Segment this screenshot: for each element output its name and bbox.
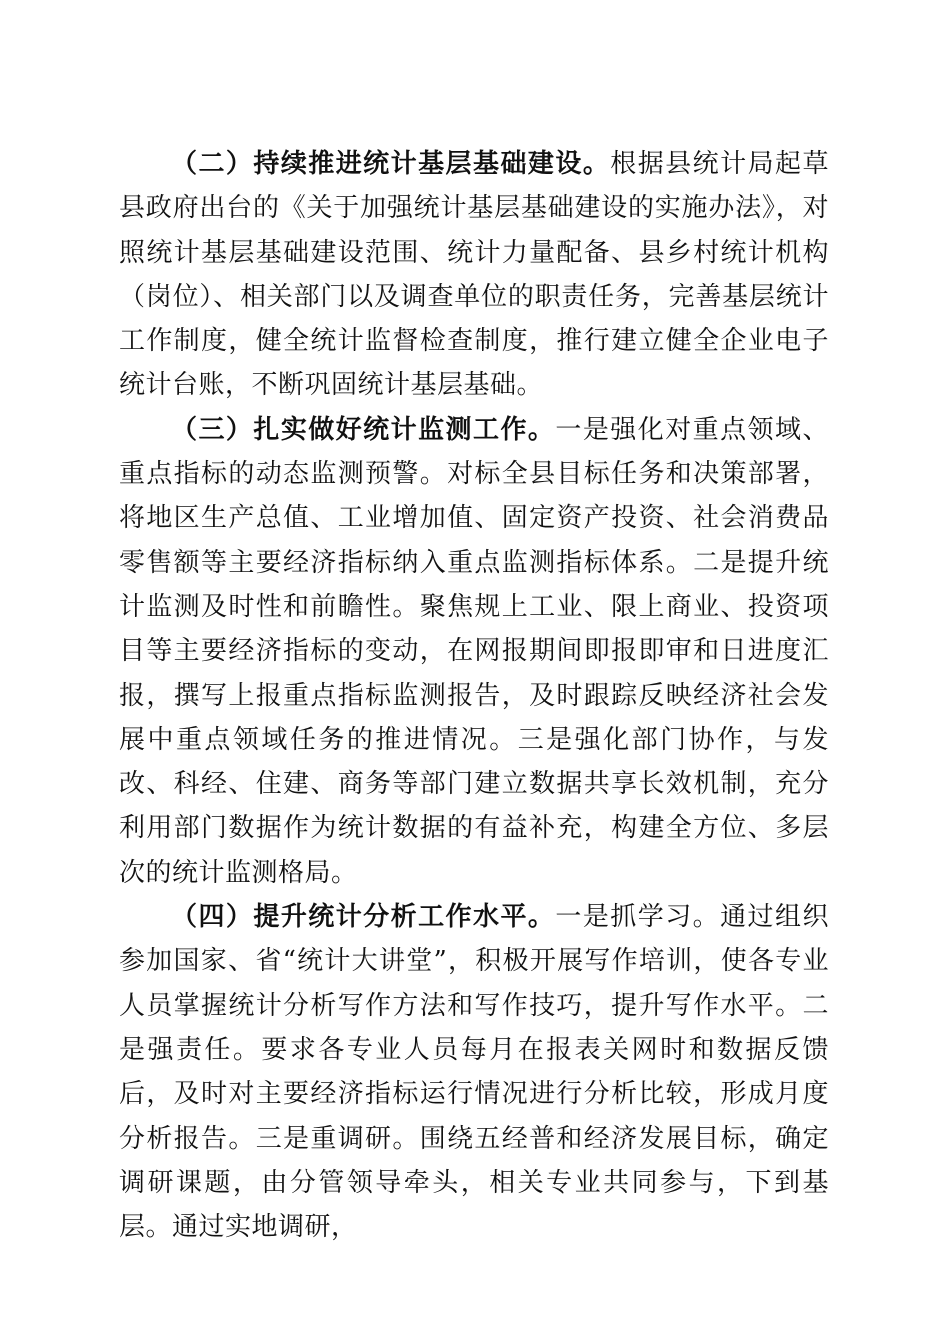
paragraph-2-text: 根据县统计局起草县政府出台的《关于加强统计基层基础建设的实施办法》，对照统计基层基础建设范围、统计力量配备、县乡村统计机构（岗位）、相关部门以及调查单位的职责任务，完善基层统计工作制度，健全统计监督检查制度，推行建立健全企业电子统计台账，不断巩固统计基层基础。 xyxy=(119,149,829,401)
document-body xyxy=(119,142,829,1249)
paragraph-4 xyxy=(119,895,829,1249)
paragraph-4-text: 一是抓学习。通过组织参加国家、省“统计大讲堂”，积极开展写作培训，使各专业人员掌握统计分析写作方法和写作技巧，提升写作水平。二是强责任。要求各专业人员每月在报表关网时和数据反馈后，及时对主要经济指标运行情况进行分析比较，形成月度分析报告。三是重调研。围绕五经普和经济发展目标，确定调研课题，由分管领导牵头，相关专业共同参与，下到基层。通过实地调研， xyxy=(119,902,829,1243)
paragraph-4-heading: （四）提升统计分析工作水平。 xyxy=(171,902,556,933)
paragraph-2-heading: （二）持续推进统计基层基础建设。 xyxy=(171,149,611,179)
paragraph-3-heading: （三）扎实做好统计监测工作。 xyxy=(171,414,556,445)
paragraph-3-text: 一是强化对重点领域、重点指标的动态监测预警。对标全县目标任务和决策部署，将地区生产总值、工业增加值、固定资产投资、社会消费品零售额等主要经济指标纳入重点监测指标体系。二是提升统计监测及时性和前瞻性。聚焦规上工业、限上商业、投资项目等主要经济指标的变动，在网报期间即报即审和日进度汇报，撰写上报重点指标监测报告，及时跟踪反映经济社会发展中重点领域任务的推进情况。三是强化部门协作，与发改、科经、住建、商务等部门建立数据共享长效机制，充分利用部门数据作为统计数据的有益补充，构建全方位、多层次的统计监测格局。 xyxy=(119,414,829,888)
paragraph-3 xyxy=(119,408,829,895)
paragraph-2 xyxy=(119,142,829,408)
